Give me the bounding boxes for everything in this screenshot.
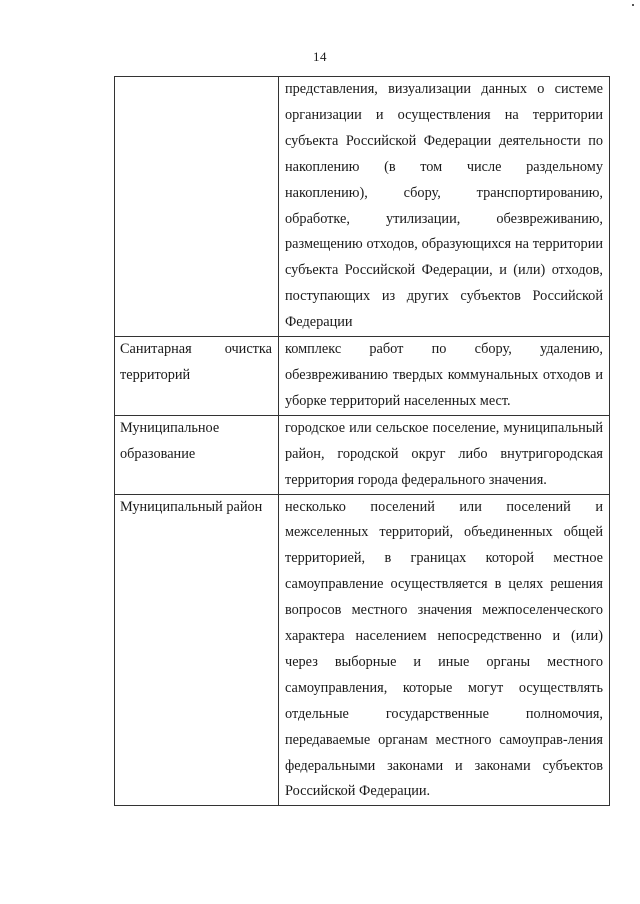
term-cell: Муниципальное образование	[115, 415, 279, 494]
definition-cell: городское или сельское поселение, муниципальный район, городской округ либо внутригородская территория города федерального значения.	[279, 415, 610, 494]
definition-cell: представления, визуализации данных о системе организации и осуществления на территории субъекта Российской Федерации деятельности по накоплению (в том числе раздельному накоплению), сбору, транспортированию, обработке, утилизации, обезвреживанию, размещению отходов, образующихся на территории субъекта Российской Федерации, и (или) отходов, поступающих из других субъектов Российской Федерации	[279, 77, 610, 337]
term-cell: Санитарная очистка территорий	[115, 337, 279, 416]
table-row	[115, 77, 610, 337]
table-row	[115, 415, 610, 494]
term-cell: Муниципальный район	[115, 494, 279, 806]
table-row	[115, 337, 610, 416]
definitions-table	[114, 76, 610, 806]
table-row	[115, 494, 610, 806]
definition-cell: несколько поселений или поселений и межселенных территорий, объединенных общей территорией, в границах которой местное самоуправление осуществляется в целях решения вопросов местного значения межпоселенческого характера населением непосредственно и (или) через выборные и иные органы местного самоуправления, которые могут осуществлять отдельные государственные полномочия, передаваемые органам местного самоуправ-ления федеральными законами и законами субъектов Российской Федерации.	[279, 494, 610, 806]
term-cell	[115, 77, 279, 337]
definition-cell: комплекс работ по сбору, удалению, обезвреживанию твердых коммунальных отходов и уборке территорий населенных мест.	[279, 337, 610, 416]
scan-artifact	[632, 4, 634, 6]
page-number: 14	[313, 49, 327, 64]
